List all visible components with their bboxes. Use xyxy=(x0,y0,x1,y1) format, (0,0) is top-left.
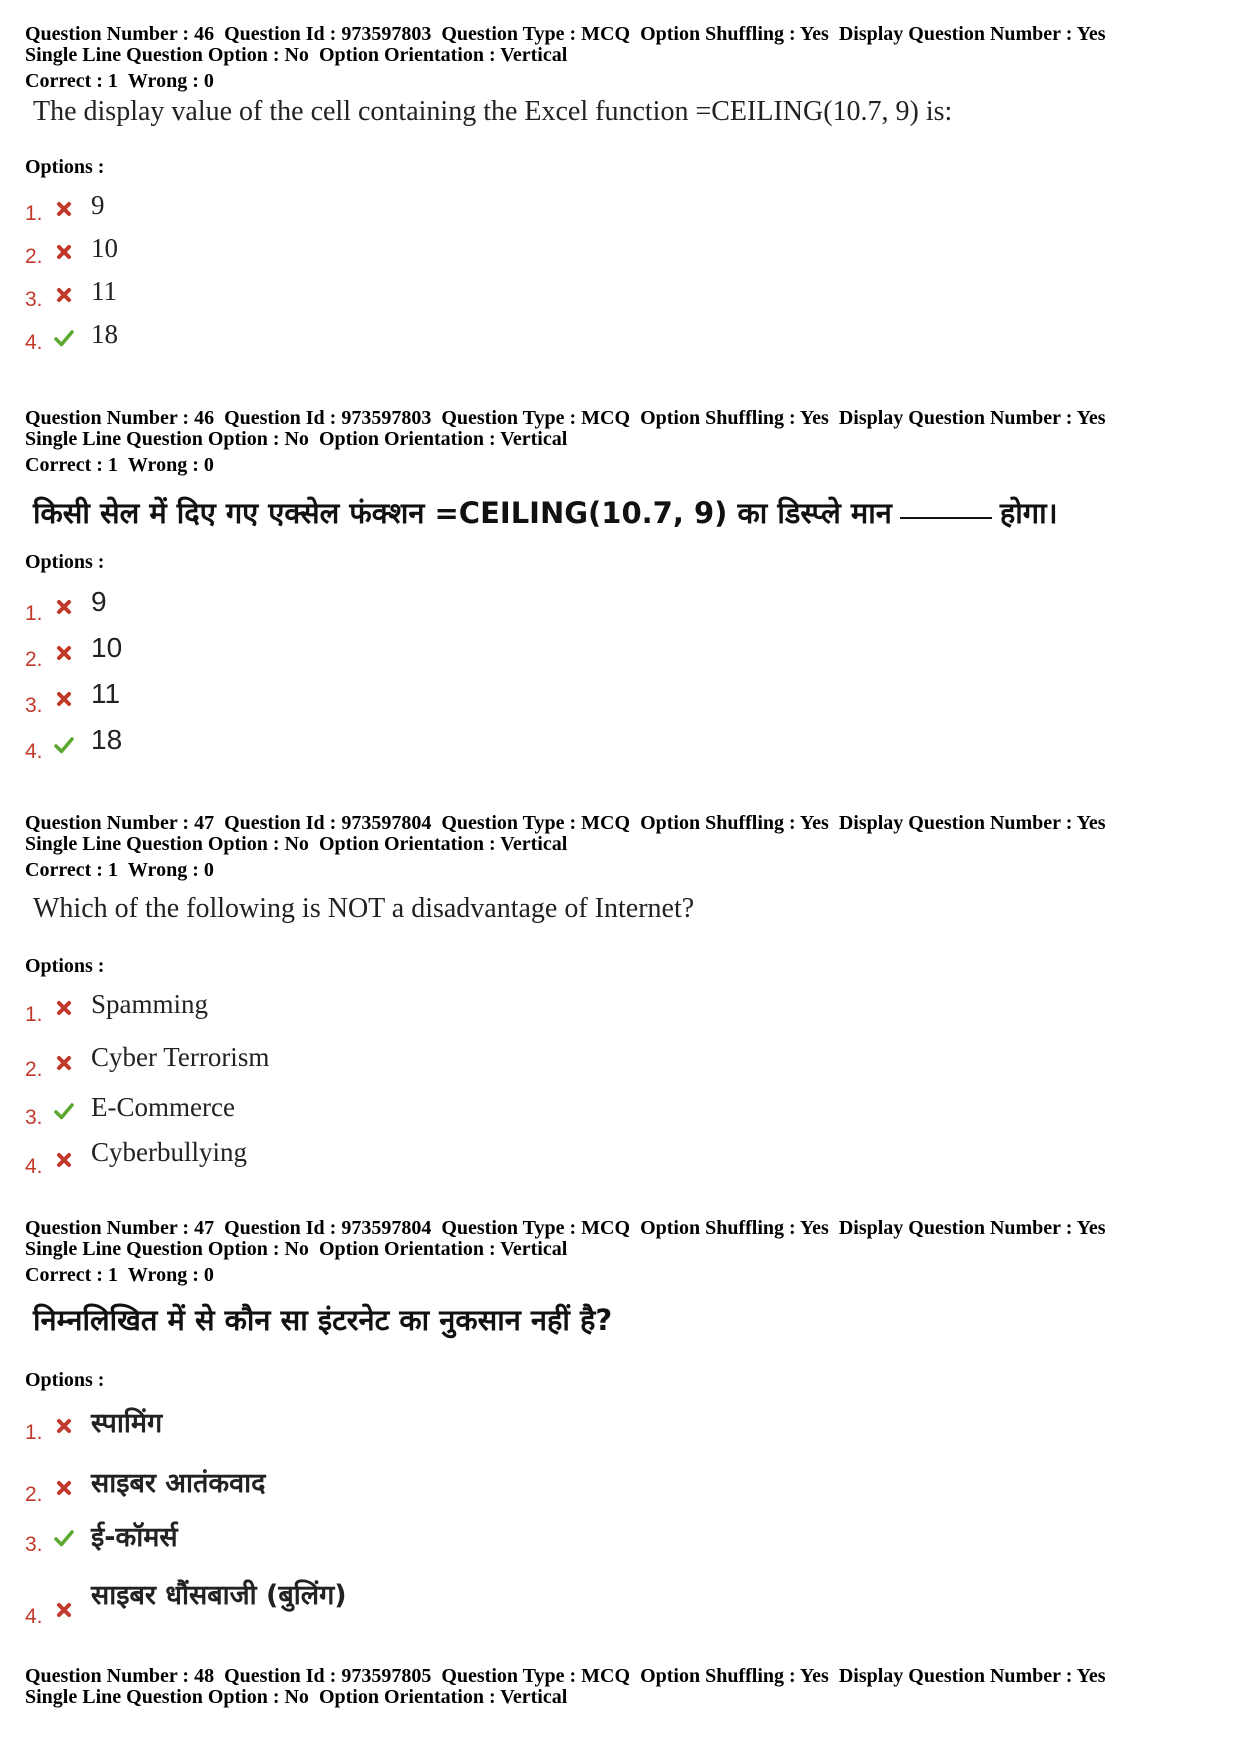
wrong-icon xyxy=(53,997,75,1019)
question-id: Question Id : 973597804 xyxy=(224,812,432,834)
option-number: 1. xyxy=(25,1421,43,1444)
question-text: The display value of the cell containing the Excel function =CEILING(10.7, 9) is: xyxy=(33,96,953,127)
option-shuffling: Option Shuffling : Yes xyxy=(640,407,829,429)
option-orientation: Option Orientation : Vertical xyxy=(318,1238,568,1260)
question-type: Question Type : MCQ xyxy=(441,23,631,45)
option-number: 2. xyxy=(25,648,43,671)
wrong-icon xyxy=(53,284,75,306)
question-type: Question Type : MCQ xyxy=(441,812,631,834)
option-item xyxy=(25,1403,725,1443)
question-block xyxy=(25,23,1215,354)
question-text: निम्नलिखित में से कौन सा इंटरनेट का नुकसान नहीं है? xyxy=(33,1303,613,1337)
option-number: 4. xyxy=(25,1605,43,1628)
correct-score: Correct : 1 xyxy=(25,70,118,92)
option-orientation: Option Orientation : Vertical xyxy=(318,833,568,855)
option-number: 1. xyxy=(25,602,43,625)
option-text: 9 xyxy=(91,586,107,617)
question-type: Question Type : MCQ xyxy=(441,1665,631,1687)
option-item xyxy=(25,722,725,762)
question-meta-line-1 xyxy=(25,813,1215,834)
question-text xyxy=(33,493,1058,532)
question-type: Question Type : MCQ xyxy=(441,1217,631,1239)
question-number: Question Number : 46 xyxy=(25,407,215,429)
correct-icon xyxy=(53,734,75,756)
options-label: Options : xyxy=(25,156,105,178)
correct-score: Correct : 1 xyxy=(25,1264,118,1286)
option-text: साइबर आतंकवाद xyxy=(91,1468,266,1499)
option-number: 3. xyxy=(25,288,43,311)
wrong-score: Wrong : 0 xyxy=(127,1264,214,1286)
option-text: 10 xyxy=(91,233,118,263)
option-number: 3. xyxy=(25,1533,43,1556)
option-shuffling: Option Shuffling : Yes xyxy=(640,1665,829,1687)
display-question-number: Display Question Number : Yes xyxy=(838,23,1106,45)
question-block xyxy=(25,1217,1215,1628)
wrong-icon xyxy=(53,1052,75,1074)
option-item xyxy=(25,1573,725,1628)
option-item xyxy=(25,1463,725,1506)
question-id: Question Id : 973597803 xyxy=(224,407,432,429)
option-text: 10 xyxy=(91,632,123,663)
option-shuffling: Option Shuffling : Yes xyxy=(640,1217,829,1239)
option-number: 4. xyxy=(25,1155,43,1178)
display-question-number: Display Question Number : Yes xyxy=(838,407,1106,429)
option-item xyxy=(25,630,725,670)
option-text: 11 xyxy=(91,276,117,306)
option-item xyxy=(25,229,725,269)
question-id: Question Id : 973597805 xyxy=(224,1665,432,1687)
wrong-score: Wrong : 0 xyxy=(127,70,214,92)
question-block xyxy=(25,407,1215,763)
wrong-icon xyxy=(53,688,75,710)
option-text: 18 xyxy=(91,319,118,349)
option-number: 2. xyxy=(25,1483,43,1506)
option-item xyxy=(25,676,725,716)
question-id: Question Id : 973597803 xyxy=(224,23,432,45)
option-number: 3. xyxy=(25,1106,43,1129)
score-line xyxy=(25,455,1215,476)
option-text: Cyberbullying xyxy=(91,1137,247,1167)
question-meta-line-2 xyxy=(25,1239,1215,1260)
option-orientation: Option Orientation : Vertical xyxy=(318,44,568,66)
question-meta-line-2 xyxy=(25,429,1215,450)
option-shuffling: Option Shuffling : Yes xyxy=(640,812,829,834)
option-shuffling: Option Shuffling : Yes xyxy=(640,23,829,45)
question-text-part: किसी सेल में दिए गए एक्सेल फंक्शन =CEILING(10.7, 9) का डिस्प्ले मान xyxy=(33,496,892,530)
options-label: Options : xyxy=(25,1369,105,1391)
wrong-icon xyxy=(53,1149,75,1171)
option-orientation: Option Orientation : Vertical xyxy=(318,428,568,450)
options-label: Options : xyxy=(25,955,105,977)
option-number: 2. xyxy=(25,245,43,268)
wrong-icon xyxy=(53,241,75,263)
wrong-icon xyxy=(53,198,75,220)
option-text: Cyber Terrorism xyxy=(91,1042,270,1072)
option-text: साइबर धौंसबाजी (बुलिंग) xyxy=(91,1580,347,1611)
display-question-number: Display Question Number : Yes xyxy=(838,1217,1106,1239)
score-line xyxy=(25,860,1215,881)
wrong-icon xyxy=(53,1599,75,1621)
option-number: 4. xyxy=(25,331,43,354)
option-item xyxy=(25,1517,725,1557)
display-question-number: Display Question Number : Yes xyxy=(838,812,1106,834)
single-line-option: Single Line Question Option : No xyxy=(25,44,309,66)
single-line-option: Single Line Question Option : No xyxy=(25,428,309,450)
question-type: Question Type : MCQ xyxy=(441,407,631,429)
option-text: 18 xyxy=(91,724,123,755)
question-meta-line-2 xyxy=(25,45,1215,66)
option-number: 1. xyxy=(25,1003,43,1026)
answer-blank xyxy=(900,517,992,519)
single-line-option: Single Line Question Option : No xyxy=(25,1238,309,1260)
question-id: Question Id : 973597804 xyxy=(224,1217,432,1239)
option-item xyxy=(25,315,725,355)
question-block xyxy=(25,812,1215,1178)
question-number: Question Number : 46 xyxy=(25,23,215,45)
wrong-score: Wrong : 0 xyxy=(127,859,214,881)
question-number: Question Number : 47 xyxy=(25,1217,215,1239)
option-item xyxy=(25,272,725,312)
question-block xyxy=(25,1666,1215,1708)
option-item xyxy=(25,186,725,226)
wrong-icon xyxy=(53,1477,75,1499)
option-text: स्पामिंग xyxy=(91,1408,163,1439)
question-meta-line-1 xyxy=(25,24,1215,45)
option-item xyxy=(25,985,725,1025)
option-orientation: Option Orientation : Vertical xyxy=(318,1686,568,1708)
correct-icon xyxy=(53,327,75,349)
wrong-icon xyxy=(53,642,75,664)
correct-icon xyxy=(53,1100,75,1122)
option-item xyxy=(25,1135,725,1178)
correct-score: Correct : 1 xyxy=(25,454,118,476)
option-text: 11 xyxy=(91,678,121,709)
question-number: Question Number : 48 xyxy=(25,1665,215,1687)
question-meta-line-1 xyxy=(25,1666,1215,1687)
option-number: 4. xyxy=(25,740,43,763)
option-text: ई-कॉमर्स xyxy=(91,1522,178,1553)
correct-icon xyxy=(53,1527,75,1549)
option-text: Spamming xyxy=(91,989,209,1019)
question-meta-line-2 xyxy=(25,1687,1215,1708)
single-line-option: Single Line Question Option : No xyxy=(25,1686,309,1708)
option-number: 2. xyxy=(25,1058,43,1081)
question-text: Which of the following is NOT a disadvantage of Internet? xyxy=(33,893,695,924)
question-number: Question Number : 47 xyxy=(25,812,215,834)
question-text-part: होगा। xyxy=(999,496,1058,530)
option-text: E-Commerce xyxy=(91,1092,235,1122)
options-label: Options : xyxy=(25,551,105,573)
wrong-score: Wrong : 0 xyxy=(127,454,214,476)
option-item xyxy=(25,584,725,624)
score-line xyxy=(25,71,1215,92)
wrong-icon xyxy=(53,1415,75,1437)
correct-score: Correct : 1 xyxy=(25,859,118,881)
question-meta-line-2 xyxy=(25,834,1215,855)
option-text: 9 xyxy=(91,190,105,220)
score-line xyxy=(25,1265,1215,1286)
question-meta-line-1 xyxy=(25,408,1215,429)
single-line-option: Single Line Question Option : No xyxy=(25,833,309,855)
option-item xyxy=(25,1040,725,1080)
display-question-number: Display Question Number : Yes xyxy=(838,1665,1106,1687)
question-meta-line-1 xyxy=(25,1218,1215,1239)
option-number: 1. xyxy=(25,202,43,225)
option-item xyxy=(25,1088,725,1128)
wrong-icon xyxy=(53,596,75,618)
option-number: 3. xyxy=(25,694,43,717)
